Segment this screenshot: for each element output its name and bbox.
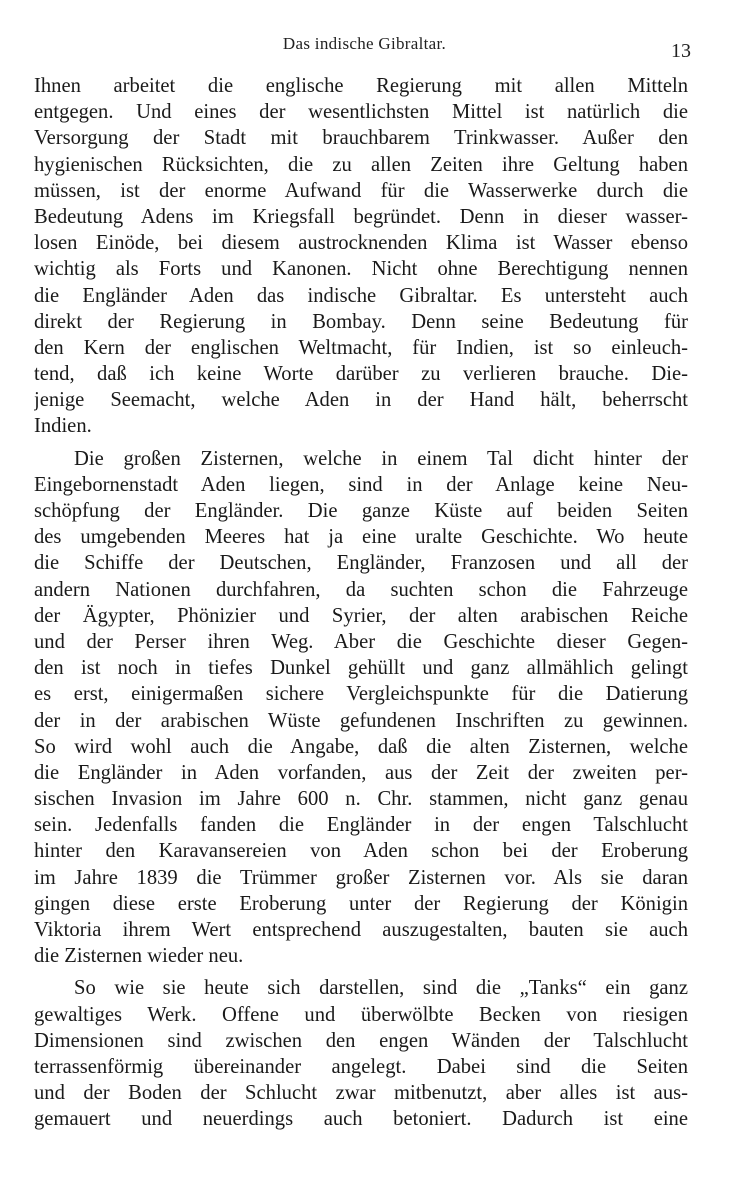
text-line: sein. Jedenfalls fanden die Engländer in der engen Talschlucht (34, 814, 688, 837)
text-line: der Ägypter, Phönizier und Syrier, der alten arabischen Reiche (34, 604, 688, 627)
text-line: terrassenförmig übereinander angelegt. Dabei sind die Seiten (34, 1055, 688, 1078)
text-line: Bedeutung Adens im Kriegsfall begründet. Denn in dieser wasser- (34, 205, 688, 228)
text-line: Dimensionen sind zwischen den engen Wänden der Talschlucht (34, 1029, 688, 1052)
text-line: Die großen Zisternen, welche in einem Tal dicht hinter der (74, 447, 688, 470)
paragraph-1 (34, 73, 688, 440)
text-line: entgegen. Und eines der wesentlichsten Mittel ist natürlich die (34, 101, 688, 124)
text-line: und der Perser ihren Weg. Aber die Geschichte dieser Gegen- (34, 630, 688, 653)
text-line: die Engländer in Aden vorfanden, aus der Zeit der zweiten per- (34, 761, 688, 784)
text-line: hinter den Karavansereien von Aden schon bei der Eroberung (34, 840, 688, 863)
text-line: andern Nationen durchfahren, da suchten schon die Fahrzeuge (34, 578, 688, 601)
text-line: hygienischen Rücksichten, die zu allen Zeiten ihre Geltung haben (34, 153, 688, 176)
text-line: gewaltiges Werk. Offene und überwölbte Becken von riesigen (34, 1003, 688, 1026)
text-line: und der Boden der Schlucht zwar mitbenutzt, aber alles ist aus- (34, 1082, 688, 1105)
text-line: Ihnen arbeitet die englische Regierung mit allen Mitteln (34, 75, 688, 97)
text-line: es erst, einigermaßen sichere Vergleichspunkte für die Datierung (34, 683, 688, 706)
body-text (34, 73, 688, 1133)
text-line: gingen diese erste Eroberung unter der Regierung der Königin (34, 892, 688, 915)
text-line: Versorgung der Stadt mit brauchbarem Trinkwasser. Außer den (34, 127, 688, 150)
text-line: So wie sie heute sich darstellen, sind die „Tanks“ ein ganz (74, 977, 688, 1000)
text-line: müssen, ist der enorme Aufwand für die Wasserwerke durch die (34, 179, 688, 202)
running-title: Das indische Gibraltar. (282, 34, 447, 53)
text-line: Viktoria ihrem Wert entsprechend auszugestalten, bauten sie auch (34, 919, 688, 941)
text-line: wichtig als Forts und Kanonen. Nicht ohne Berechtigung nennen (34, 258, 688, 281)
text-line: den Kern der englischen Weltmacht, für Indien, ist so einleuch- (34, 336, 688, 359)
text-line: So wird wohl auch die Angabe, daß die alten Zisternen, welche (34, 735, 688, 758)
paragraph-2 (34, 446, 688, 970)
text-line: der in der arabischen Wüste gefundenen Inschriften zu gewinnen. (34, 709, 688, 732)
text-line: des umgebenden Meeres hat ja eine uralte Geschichte. Wo heute (34, 526, 688, 549)
text-line: sischen Invasion im Jahre 600 n. Chr. stammen, nicht ganz genau (34, 788, 688, 811)
text-line: die Schiffe der Deutschen, Engländer, Franzosen und all der (34, 552, 688, 575)
text-line: jenige Seemacht, welche Aden in der Hand hält, beherrscht (34, 389, 688, 412)
text-line: Eingebornenstadt Aden liegen, sind in der Anlage keine Neu- (34, 473, 688, 496)
text-line: die Engländer Aden das indische Gibraltar. Es untersteht auch (34, 284, 688, 307)
text-line: den ist noch in tiefes Dunkel gehüllt und ganz allmählich gelingt (34, 657, 688, 680)
text-line: gemauert und neuerdings auch betoniert. Dadurch ist eine (34, 1108, 688, 1131)
text-line: Indien. (34, 415, 92, 438)
text-line: tend, daß ich keine Worte darüber zu verlieren brauche. Die- (34, 363, 688, 386)
page-number: 13 (671, 40, 691, 62)
text-line: direkt der Regierung in Bombay. Denn seine Bedeutung für (34, 310, 688, 333)
text-line: losen Einöde, bei diesem austrocknenden Klima ist Wasser ebenso (34, 232, 688, 255)
paragraph-3 (34, 975, 688, 1132)
text-line: die Zisternen wieder neu. (34, 945, 244, 968)
text-line: schöpfung der Engländer. Die ganze Küste auf beiden Seiten (34, 500, 688, 522)
text-line: im Jahre 1839 die Trümmer großer Zisternen vor. Als sie daran (34, 866, 688, 889)
